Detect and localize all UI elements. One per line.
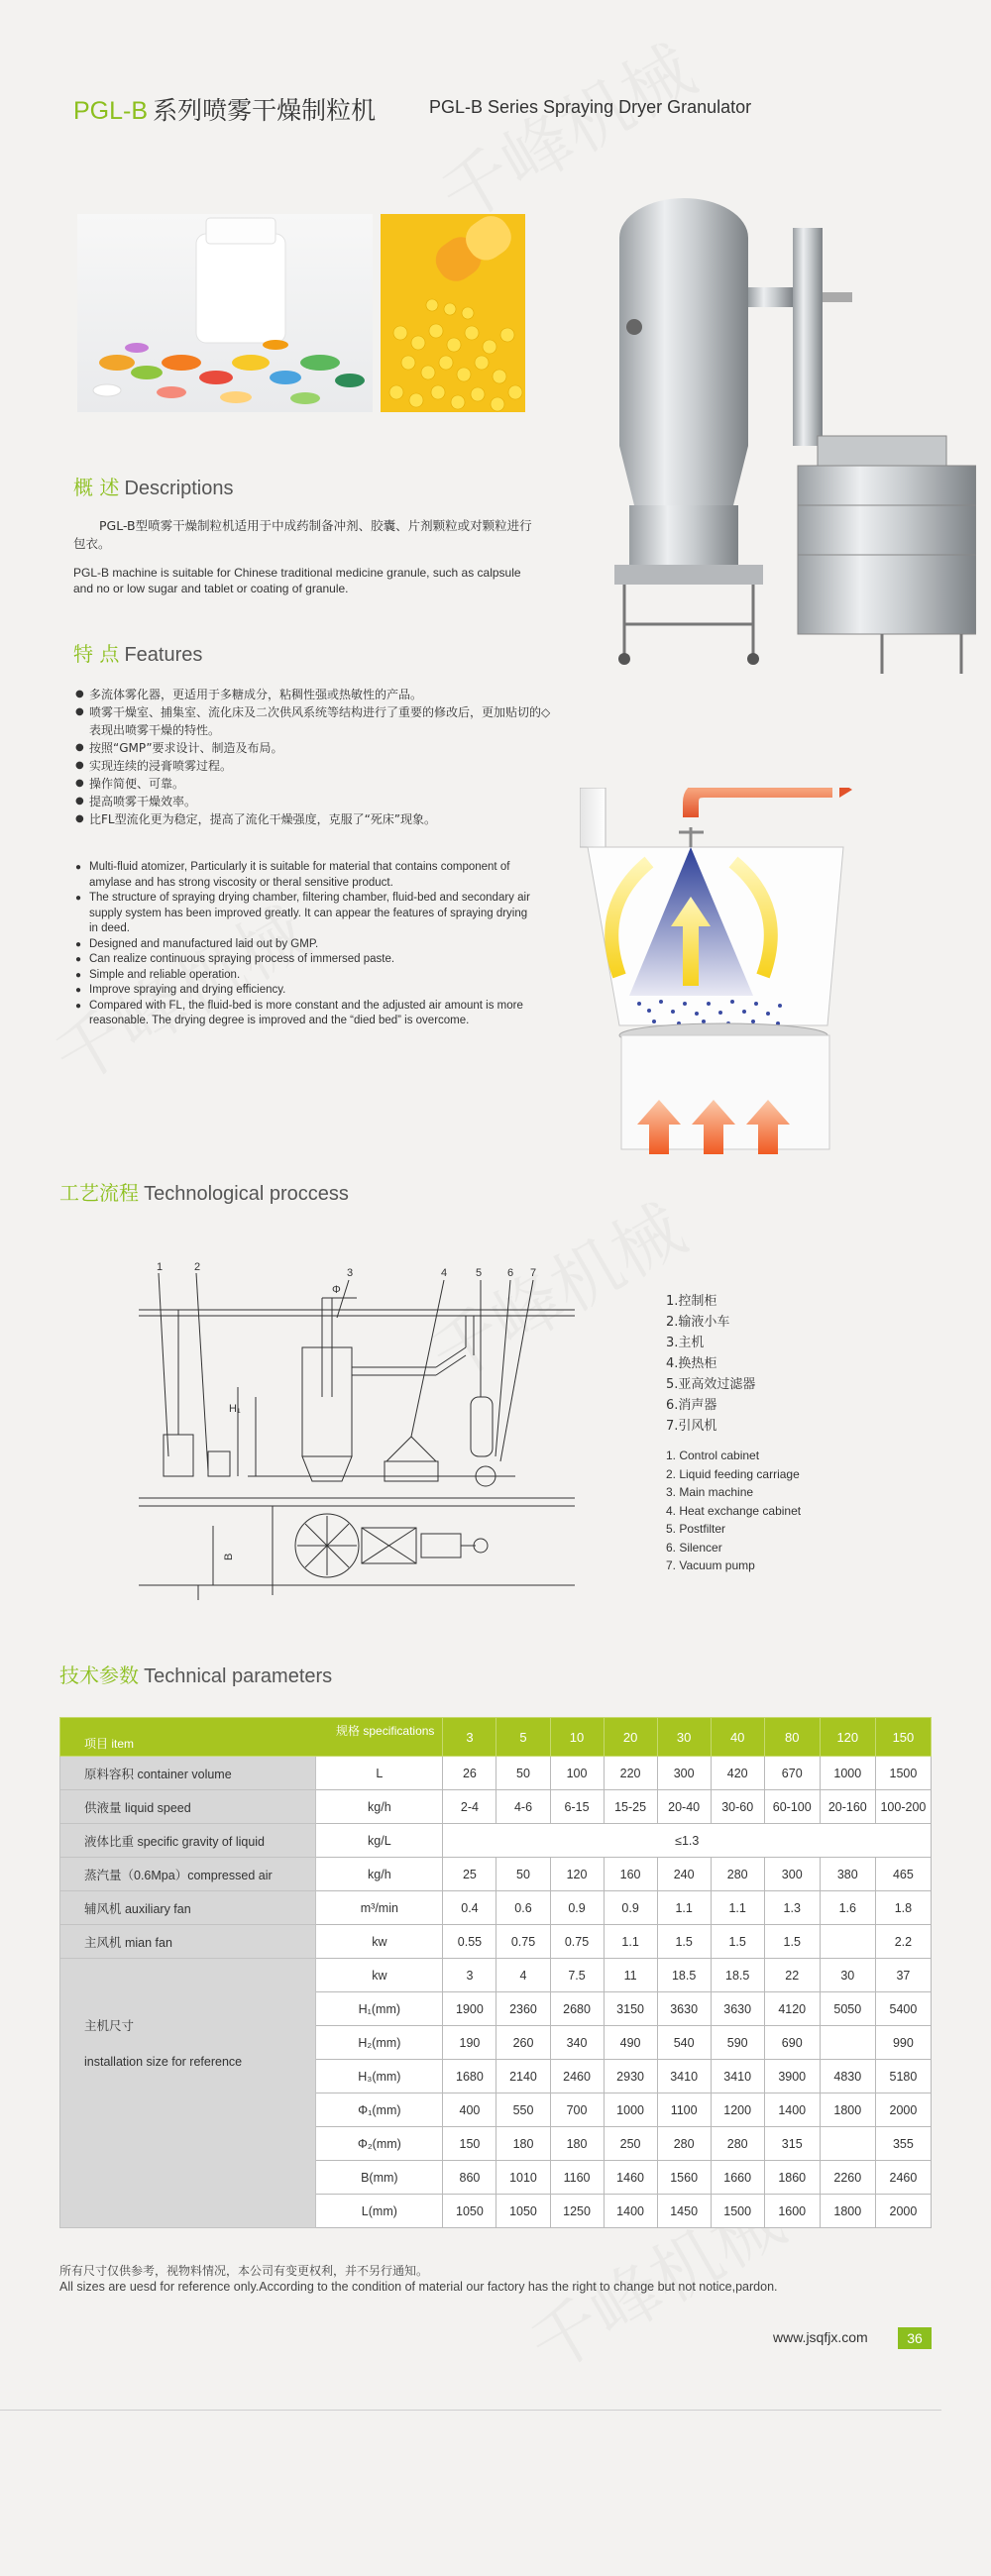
descriptions-text-cn: PGL-B型喷雾干燥制粒机适用于中成药制备冲剂、胶囊、片剂颗粒或对颗粒进行包衣。 [73, 518, 532, 551]
table-cell: 3630 [657, 1992, 711, 2026]
list-item: ● Multi-fluid atomizer, Particularly it is suitable for material that contains component of amylase and has strong viscosity or theral sensitive product. [75, 860, 533, 891]
table-cell: 1200 [711, 2093, 764, 2127]
table-cell: 315 [764, 2127, 820, 2161]
table-cell: 340 [550, 2026, 604, 2060]
table-cell: 7.5 [550, 1959, 604, 1992]
features-list-cn [75, 686, 556, 828]
row-label: 液体比重 specific gravity of liquid [60, 1824, 316, 1858]
capsule-photo [381, 214, 525, 412]
table-cell: 4830 [820, 2060, 875, 2093]
column-header: 5 [496, 1718, 550, 1757]
row-unit: H₁(mm) [316, 1992, 443, 2026]
diagram-number: 2 [194, 1261, 201, 1273]
table-cell: 240 [657, 1858, 711, 1891]
table-row [60, 1891, 932, 1925]
table-cell: 1860 [764, 2161, 820, 2195]
table-cell: 1400 [764, 2093, 820, 2127]
table-cell: 3630 [711, 1992, 764, 2026]
list-item: 1. Control cabinet [666, 1449, 760, 1462]
table-cell: 0.9 [550, 1891, 604, 1925]
table-cell: 50 [496, 1858, 550, 1891]
header-item: 项目 item [84, 1737, 135, 1751]
list-item: 1.控制柜 [666, 1294, 717, 1309]
note-cn: 所有尺寸仅供参考，视物料情况，本公司有变更权利，并不另行通知。 [59, 2264, 429, 2278]
table-cell [820, 2026, 875, 2060]
table-cell: 6-15 [550, 1790, 604, 1824]
table-row [60, 1757, 932, 1790]
list-item: ● 按照“GMP”要求设计、制造及布局。 [75, 739, 556, 757]
table-cell: 380 [820, 1858, 875, 1891]
table-cell: 1.1 [711, 1891, 764, 1925]
table-cell: 11 [604, 1959, 657, 1992]
table-cell: 1.1 [604, 1925, 657, 1959]
diagram-number: 7 [530, 1267, 537, 1279]
diagram-number: 4 [441, 1267, 448, 1279]
table-cell-merged: ≤1.3 [443, 1824, 932, 1858]
table-cell: 160 [604, 1858, 657, 1891]
row-unit: m³/min [316, 1891, 443, 1925]
title-cn: 系列喷雾干燥制粒机 [153, 96, 377, 125]
group-label [60, 1959, 316, 2228]
table-cell: 1.6 [820, 1891, 875, 1925]
table-cell: 30-60 [711, 1790, 764, 1824]
row-unit: L(mm) [316, 2195, 443, 2228]
table-cell: 1680 [443, 2060, 496, 2093]
table-cell: 3410 [657, 2060, 711, 2093]
table-cell: 1050 [496, 2195, 550, 2228]
table-cell: 1.1 [657, 1891, 711, 1925]
list-item: 7.引风机 [666, 1419, 717, 1434]
diagram-number: 1 [157, 1261, 164, 1273]
process-diagram [139, 1258, 595, 1605]
table-cell: 2000 [875, 2195, 931, 2228]
list-item: ● Designed and manufactured laid out by GMP. [75, 937, 533, 953]
group-label-en: installation size for reference [84, 2055, 243, 2069]
diagram-number: 3 [347, 1267, 354, 1279]
list-item: 4. Heat exchange cabinet [666, 1503, 802, 1518]
table-cell: 1500 [711, 2195, 764, 2228]
note-en: All sizes are uesd for reference only.According to the condition of material our factory has the right to change but not notice,pardon. [59, 2280, 778, 2294]
list-item: ● 喷雾干燥室、捕集室、流化床及二次供风系统等结构进行了重要的修改后，更加贴切的◇表现出喷雾干燥的特性。 [75, 703, 556, 739]
table-cell: 100 [550, 1757, 604, 1790]
table-cell: 700 [550, 2093, 604, 2127]
table-cell: 2000 [875, 2093, 931, 2127]
row-unit: B(mm) [316, 2161, 443, 2195]
table-cell: 300 [764, 1858, 820, 1891]
row-unit: Φ₂(mm) [316, 2127, 443, 2161]
table-cell: 1450 [657, 2195, 711, 2228]
table-cell: 540 [657, 2026, 711, 2060]
table-cell: 550 [496, 2093, 550, 2127]
table-cell: 1600 [764, 2195, 820, 2228]
table-cell: 18.5 [657, 1959, 711, 1992]
table-cell: 1010 [496, 2161, 550, 2195]
table-cell: 4-6 [496, 1790, 550, 1824]
descriptions-text-en: PGL-B machine is suitable for Chinese traditional medicine granule, such as calpsule and no or low sugar and tablet or coating of granule. [73, 566, 521, 595]
table-cell: 3900 [764, 2060, 820, 2093]
page-title [73, 91, 376, 127]
table-cell: 400 [443, 2093, 496, 2127]
table-cell: 220 [604, 1757, 657, 1790]
table-cell: 30 [820, 1959, 875, 1992]
table-cell: 670 [764, 1757, 820, 1790]
list-item: ● Can realize continuous spraying process of immersed paste. [75, 952, 533, 968]
table-cell: 1.5 [711, 1925, 764, 1959]
table-cell: 190 [443, 2026, 496, 2060]
list-item: 3. Main machine [666, 1485, 754, 1499]
model-code: PGL-B [73, 97, 149, 125]
table-cell: 2-4 [443, 1790, 496, 1824]
row-label: 主风机 mian fan [60, 1925, 316, 1959]
table-cell: 590 [711, 2026, 764, 2060]
table-cell: 260 [496, 2026, 550, 2060]
table-cell: 1560 [657, 2161, 711, 2195]
list-item: 2.输液小车 [666, 1315, 730, 1330]
table-row [60, 1959, 932, 1992]
table-row [60, 1790, 932, 1824]
table-cell: 37 [875, 1959, 931, 1992]
list-item: 6. Silencer [666, 1540, 722, 1555]
table-cell: 355 [875, 2127, 931, 2161]
table-cell: 280 [657, 2127, 711, 2161]
table-cell: 2460 [550, 2060, 604, 2093]
list-item: 5.亚高效过滤器 [666, 1377, 756, 1392]
table-cell: 1050 [443, 2195, 496, 2228]
table-cell: 120 [550, 1858, 604, 1891]
table-cell: 1660 [711, 2161, 764, 2195]
header-item-spec [60, 1718, 443, 1757]
table-cell: 860 [443, 2161, 496, 2195]
table-cell: 280 [711, 1858, 764, 1891]
machine-photo [585, 188, 976, 684]
row-unit: kg/h [316, 1790, 443, 1824]
table-cell: 60-100 [764, 1790, 820, 1824]
table-cell: 1100 [657, 2093, 711, 2127]
list-item: ● 提高喷雾干燥效率。 [75, 793, 556, 810]
list-item: ● Compared with FL, the fluid-bed is more constant and the adjusted air amount is more reasonable. The drying degree is improved and the “died bed” is overcome. [75, 999, 533, 1029]
table-cell: 1.5 [764, 1925, 820, 1959]
row-label: 辅风机 auxiliary fan [60, 1891, 316, 1925]
pills-photo [77, 214, 373, 412]
diagram-number: 5 [476, 1267, 483, 1279]
table-cell: 690 [764, 2026, 820, 2060]
row-unit: kw [316, 1959, 443, 1992]
table-cell: 0.9 [604, 1891, 657, 1925]
row-unit: H₂(mm) [316, 2026, 443, 2060]
list-item: ● 操作简便、可靠。 [75, 775, 556, 793]
parameters-table [59, 1717, 932, 2228]
table-cell: 20-40 [657, 1790, 711, 1824]
list-item: ● The structure of spraying drying chamber, filtering chamber, fluid-bed and secondary air supply system has been improved greatly. It can appear the features of spraying drying in deed. [75, 891, 533, 937]
dimension-label: Φ [332, 1284, 341, 1296]
table-cell: 1000 [604, 2093, 657, 2127]
row-unit: kg/h [316, 1858, 443, 1891]
table-cell: 5400 [875, 1992, 931, 2026]
table-cell: 990 [875, 2026, 931, 2060]
table-cell: 5180 [875, 2060, 931, 2093]
list-item: 3.主机 [666, 1336, 705, 1350]
table-row [60, 1824, 932, 1858]
table-cell: 15-25 [604, 1790, 657, 1824]
table-cell: 26 [443, 1757, 496, 1790]
table-cell [820, 1925, 875, 1959]
table-cell: 1.5 [657, 1925, 711, 1959]
column-header: 40 [711, 1718, 764, 1757]
table-cell: 2930 [604, 2060, 657, 2093]
website-link[interactable]: www.jsqfjx.com [773, 2329, 868, 2345]
column-header: 10 [550, 1718, 604, 1757]
features-heading: 特 点 Features [73, 642, 203, 666]
row-unit: kw [316, 1925, 443, 1959]
list-item: 5. Postfilter [666, 1522, 726, 1536]
table-cell: 2.2 [875, 1925, 931, 1959]
table-cell: 3 [443, 1959, 496, 1992]
table-cell: 2680 [550, 1992, 604, 2026]
page-edge-divider [0, 2410, 941, 2411]
list-item: ● 实现连续的浸膏喷雾过程。 [75, 757, 556, 775]
process-legend-cn [666, 1291, 755, 1437]
column-header: 20 [604, 1718, 657, 1757]
descriptions-heading: 概 述 Descriptions [73, 476, 234, 499]
table-cell: 420 [711, 1757, 764, 1790]
list-item: ● 比FL型流化更为稳定，提高了流化干燥强度，克服了“死床”现象。 [75, 810, 556, 828]
table-cell: 2460 [875, 2161, 931, 2195]
table-cell: 1800 [820, 2195, 875, 2228]
table-cell: 1400 [604, 2195, 657, 2228]
table-cell: 0.75 [496, 1925, 550, 1959]
list-item: 7. Vacuum pump [666, 1558, 755, 1572]
table-cell: 2140 [496, 2060, 550, 2093]
list-item: 2. Liquid feeding carriage [666, 1466, 800, 1481]
diagram-number: 6 [507, 1267, 514, 1279]
row-unit: L [316, 1757, 443, 1790]
list-item: ● 多流体雾化器，更适用于多糖成分，粘稠性强或热敏性的产品。 [75, 686, 556, 703]
column-header: 120 [820, 1718, 875, 1757]
table-cell: 1900 [443, 1992, 496, 2026]
table-cell: 5050 [820, 1992, 875, 2026]
table-cell [820, 2127, 875, 2161]
row-label: 供液量 liquid speed [60, 1790, 316, 1824]
table-cell: 1500 [875, 1757, 931, 1790]
table-cell: 1800 [820, 2093, 875, 2127]
table-cell: 20-160 [820, 1790, 875, 1824]
table-cell: 150 [443, 2127, 496, 2161]
table-cell: 300 [657, 1757, 711, 1790]
table-cell: 22 [764, 1959, 820, 1992]
list-item: 6.消声器 [666, 1398, 717, 1413]
table-cell: 180 [496, 2127, 550, 2161]
spray-process-illustration [580, 788, 897, 1154]
table-cell: 3150 [604, 1992, 657, 2026]
list-item: ● Improve spraying and drying efficiency. [75, 983, 533, 999]
parameters-heading: 技术参数 Technical parameters [59, 1664, 333, 1687]
row-label: 蒸汽量（0.6Mpa）compressed air [60, 1858, 316, 1891]
table-cell: 1160 [550, 2161, 604, 2195]
column-header: 3 [443, 1718, 496, 1757]
features-list-en [75, 860, 533, 1029]
row-unit: H₃(mm) [316, 2060, 443, 2093]
table-cell: 0.75 [550, 1925, 604, 1959]
table-cell: 1.8 [875, 1891, 931, 1925]
table-cell: 1460 [604, 2161, 657, 2195]
page-number: 36 [898, 2327, 932, 2349]
title-en: PGL-B Series Spraying Dryer Granulator [429, 97, 752, 117]
table-cell: 1.3 [764, 1891, 820, 1925]
row-label: 原料容积 container volume [60, 1757, 316, 1790]
process-heading: 工艺流程 Technological proccess [59, 1181, 349, 1205]
dimension-label: H₁ [229, 1403, 241, 1415]
table-cell: 3410 [711, 2060, 764, 2093]
column-header: 80 [764, 1718, 820, 1757]
header-spec: 规格 specifications [336, 1724, 435, 1738]
column-header: 30 [657, 1718, 711, 1757]
list-item: ● Simple and reliable operation. [75, 968, 533, 984]
table-cell: 280 [711, 2127, 764, 2161]
row-unit: Φ₁(mm) [316, 2093, 443, 2127]
table-row [60, 1925, 932, 1959]
table-row [60, 1858, 932, 1891]
group-label-cn: 主机尺寸 [84, 2019, 135, 2033]
table-cell: 50 [496, 1757, 550, 1790]
row-unit: kg/L [316, 1824, 443, 1858]
table-cell: 4 [496, 1959, 550, 1992]
table-header-row [60, 1718, 932, 1757]
column-header: 150 [875, 1718, 931, 1757]
table-cell: 1250 [550, 2195, 604, 2228]
process-legend-en [666, 1447, 801, 1575]
table-cell: 465 [875, 1858, 931, 1891]
table-cell: 0.55 [443, 1925, 496, 1959]
table-cell: 0.4 [443, 1891, 496, 1925]
table-cell: 2260 [820, 2161, 875, 2195]
table-cell: 250 [604, 2127, 657, 2161]
dimension-label: B [223, 1553, 235, 1560]
table-cell: 490 [604, 2026, 657, 2060]
table-cell: 2360 [496, 1992, 550, 2026]
table-cell: 0.6 [496, 1891, 550, 1925]
table-cell: 100-200 [875, 1790, 931, 1824]
table-cell: 18.5 [711, 1959, 764, 1992]
list-item: 4.换热柜 [666, 1356, 717, 1371]
table-cell: 180 [550, 2127, 604, 2161]
table-cell: 1000 [820, 1757, 875, 1790]
table-cell: 4120 [764, 1992, 820, 2026]
table-cell: 25 [443, 1858, 496, 1891]
